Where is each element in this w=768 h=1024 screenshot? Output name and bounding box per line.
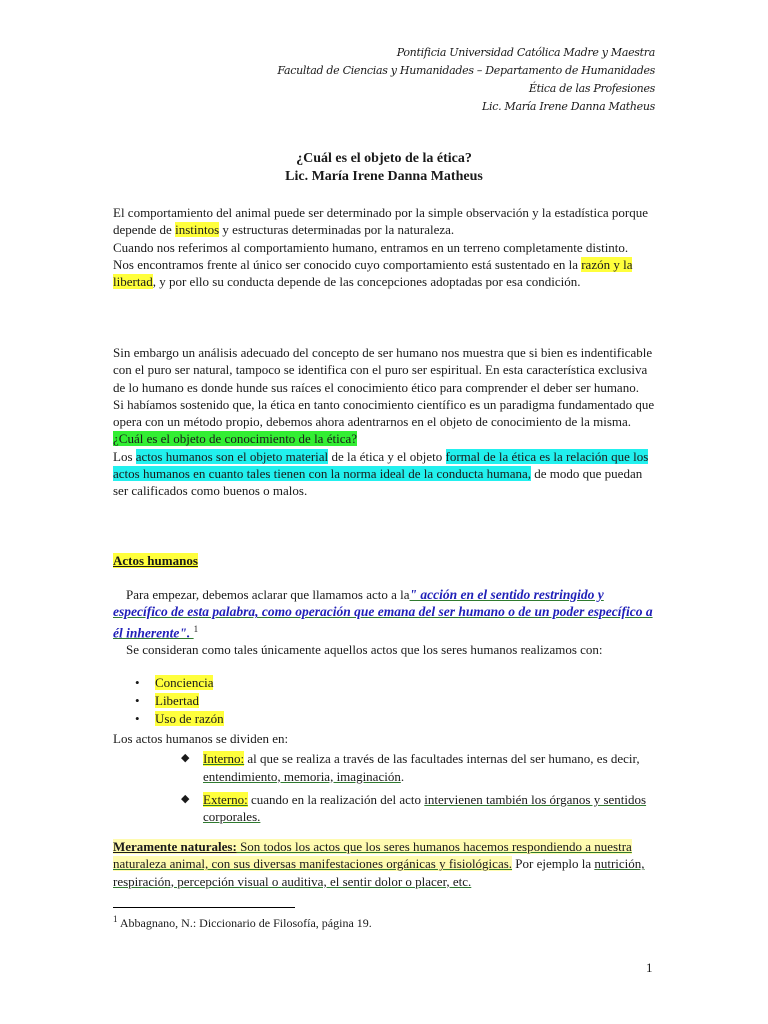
highlight-question: ¿Cuál es el objeto de conocimiento de la ética? (113, 431, 358, 447)
section-heading (113, 552, 658, 569)
paragraph-naturales: Meramente naturales: Son todos los actos que los seres humanos hacemos respondiendo a nuestra naturaleza animal, con sus diversas manifestaciones orgánicas y fisiológicas. Por ejemplo la nutrición, respiración, percepción visual o auditiva, el sentir dolor o placer, etc. (113, 839, 645, 889)
header-faculty: Facultad de Ciencias y Humanidades – Departamento de Humanidades (277, 64, 655, 77)
list-item: • Conciencia (135, 674, 658, 692)
naturales-label: Meramente naturales: (113, 839, 237, 854)
list-item: • Uso de razón (135, 710, 658, 728)
page-title (0, 150, 768, 186)
title-question: ¿Cuál es el objeto de la ética? (296, 151, 472, 166)
diamond-bullet-icon: ◆ (181, 752, 190, 765)
header-university: Pontificia Universidad Católica Madre y Maestra (396, 46, 655, 59)
diamond-bullet-icon: ◆ (181, 792, 190, 805)
paragraph-definition: Para empezar, debemos aclarar que llamamos acto a la" acción en el sentido restringido y específico de esta palabra, como operación que emana del ser humano o de un poder específico a él inherente". $^1$ Se consideran como tales únicamente aquellos actos que los seres humanos realizamos con: (113, 587, 653, 658)
highlight-razon-libertad: razón y la libertad (113, 256, 633, 290)
division-external: ◆ Externo: cuando en la realización del acto intervienen también los órganos y sentidos corporales. (181, 791, 647, 825)
footnote: $^1$ Abbagnano, N.: Diccionario de Filosofía, página 19. (113, 914, 372, 930)
paragraph-analysis: Sin embargo un análisis adecuado del concepto de ser humano nos muestra que si bien es indentificable con el puro ser natural, tampoco se identifica con el puro ser espiritual. En esta característica exclusiva de lo humano es donde hunde sus raíces el conocimiento ético para comprender el deber ser humano. Si habíamos sostenido que, la ética en tanto conocimiento científico es un paradigma fundamentado que opera con un método propio, debemos ahora adentrarnos en el objeto de conocimiento de la misma. ¿Cuál es el objeto de conocimiento de la ética? Los actos humanos son el objeto material de la ética y el objeto formal de la ética es la relación que los actos humanos en cuanto tales tienen con la norma ideal de la conducta humana, de modo que puedan ser calificados como buenos o malos. (113, 345, 655, 499)
highlight-objeto-material: actos humanos son el objeto material (135, 448, 329, 464)
paragraph-intro: El comportamiento del animal puede ser determinado por la simple observación y la estadística porque depende de instintos y estructuras determinadas por la naturaleza. Cuando nos referimos al comportamiento humano, entramos en un terreno completamente distinto. Nos encontramos frente al único ser conocido cuyo comportamiento está sustentado en la razón y la libertad, y por ello su conducta depende de las concepciones adoptadas por esa condición. (113, 205, 648, 290)
list-item: • Libertad (135, 692, 658, 710)
footnote-separator (113, 907, 295, 908)
highlight-objeto-formal: formal de la ética es la relación que los actos humanos en cuanto tales tienen con la norma ideal de la conducta humana, (113, 448, 649, 482)
header-author: Lic. María Irene Danna Matheus (482, 100, 655, 113)
highlight-instintos: instintos (175, 222, 220, 238)
page-header (277, 44, 655, 116)
footnote-ref: 1 (193, 623, 199, 634)
section-actos-humanos: Actos humanos (113, 553, 198, 568)
divisions: Los actos humanos se dividen en: ◆ Interno: al que se realiza a través de las facultades internas del ser humano, es decir, entendimiento, memoria, imaginación. ◆ Externo: cuando en la realización del acto intervienen también los órganos y sentidos corporales. (113, 730, 658, 825)
division-internal: ◆ Interno: al que se realiza a través de las facultades internas del ser humano, es decir, entendimiento, memoria, imaginación. (181, 751, 640, 784)
requirements-list (113, 674, 658, 728)
title-author: Lic. María Irene Danna Matheus (285, 169, 483, 184)
definition-quote: " acción en el sentido restringido y específico de esta palabra, como operación que emana del ser humano o de un poder específico a él inherente". (113, 587, 653, 640)
header-course: Ética de las Profesiones (528, 82, 655, 95)
page-number: 1 (646, 960, 653, 975)
